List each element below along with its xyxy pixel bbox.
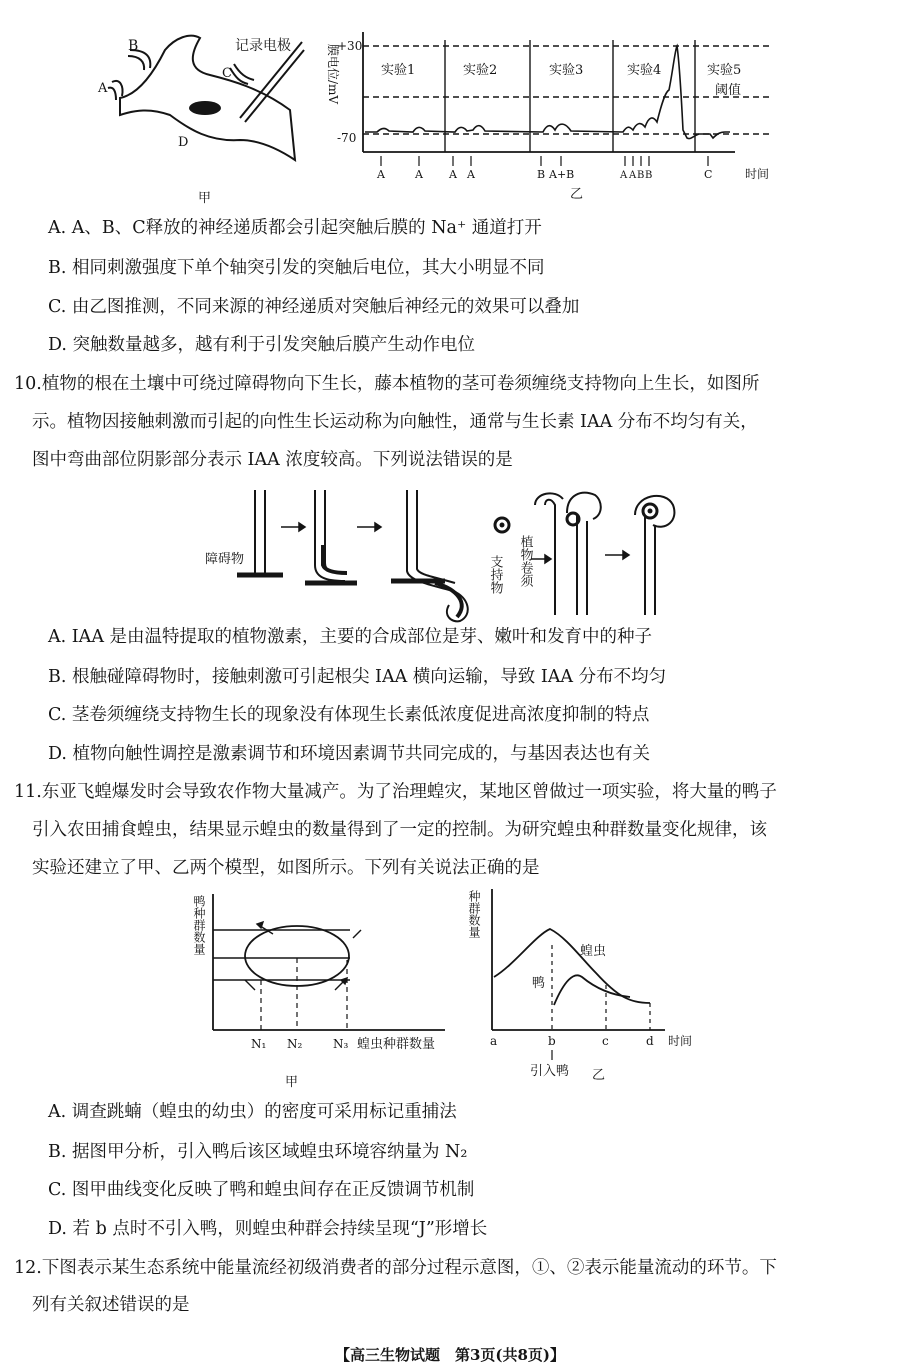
yi-caption: 乙	[592, 1068, 606, 1083]
stim-8: A	[629, 170, 637, 181]
obstacle-label: 障碍物	[205, 552, 245, 567]
jia-n1: N₁	[251, 1037, 267, 1051]
stim-9: B	[637, 170, 645, 181]
yi-x-label: 时间	[668, 1034, 693, 1048]
q11-option-a: A. 调查跳蝻（蝗虫的幼虫）的密度可采用标记重捕法	[48, 1102, 457, 1122]
y-axis-label: 膜电位/mV	[326, 44, 340, 105]
label-c: C	[222, 66, 232, 81]
yi-a: a	[490, 1034, 498, 1048]
yi-duck: 鸭	[532, 976, 546, 991]
segment-1: 实验1	[381, 63, 416, 78]
x-axis-label: 时间	[745, 167, 770, 181]
support-label: 支持物	[487, 555, 503, 594]
label-a: A	[98, 81, 108, 96]
q10-option-c: C. 茎卷须缠绕支持物生长的现象没有体现生长素低浓度促进高浓度抑制的特点	[48, 705, 650, 725]
q11-figure-yi	[467, 885, 730, 1095]
label-b: B	[128, 38, 139, 54]
q11-option-b: B. 据图甲分析，引入鸭后该区域蝗虫环境容纳量为 N₂	[48, 1142, 468, 1162]
stim-7: A	[620, 170, 628, 181]
yi-c: c	[602, 1034, 609, 1048]
q9-figure-jia	[90, 20, 310, 205]
q11-figure-jia	[185, 890, 460, 1090]
duck-curve	[554, 975, 630, 1005]
y-tick-bottom: -70	[337, 131, 357, 145]
q11-stem-line-3: 实验还建立了甲、乙两个模型，如图所示。下列有关说法正确的是	[32, 858, 540, 878]
threshold-label: 阈值	[715, 83, 742, 98]
yi-y-label: 种群数量	[467, 890, 481, 938]
q11-option-d: D. 若 b 点时不引入鸭，则蝗虫种群会持续呈现“J”形增长	[48, 1219, 488, 1239]
yi-b: b	[548, 1034, 556, 1048]
q10-stem-line-3: 图中弯曲部位阴影部分表示 IAA 浓度较高。下列说法错误的是	[32, 450, 513, 470]
q10-figure	[195, 485, 715, 635]
stim-11: C	[704, 168, 713, 181]
jia-y-label: 鸭种群数量	[192, 895, 206, 955]
segment-3: 实验3	[549, 63, 584, 78]
stim-5: B	[537, 168, 546, 181]
y-tick-top: +30	[337, 39, 363, 53]
caption-jia: 甲	[198, 191, 212, 206]
q10-stem-line-1: 10.植物的根在土壤中可绕过障碍物向下生长，藤本植物的茎可卷须缠绕支持物向上生长，如图所	[14, 374, 760, 394]
q9-option-a: A. A、B、C释放的神经递质都会引起突触后膜的 Na⁺ 通道打开	[48, 218, 542, 238]
locust-curve	[494, 929, 650, 1003]
yi-d: d	[646, 1034, 654, 1048]
stim-3: A	[449, 168, 457, 181]
q10-option-b: B. 根触碰障碍物时，接触刺激可引起根尖 IAA 横向运输，导致 IAA 分布不均匀	[48, 667, 667, 687]
q12-stem-line-2: 列有关叙述错误的是	[32, 1295, 190, 1315]
label-electrode: 记录电极	[235, 38, 291, 54]
jia-n3: N₃	[333, 1037, 349, 1051]
jia-n2: N₂	[287, 1037, 303, 1051]
label-d: D	[178, 135, 189, 150]
caption-yi: 乙	[570, 187, 584, 202]
q10-stem-line-2: 示。植物因接触刺激而引起的向性生长运动称为向触性，通常与生长素 IAA 分布不均匀有关，	[32, 412, 758, 432]
stim-10: B	[645, 170, 653, 181]
stim-4: A	[467, 168, 475, 181]
stim-1: A	[377, 168, 385, 181]
q9-figure-yi	[315, 30, 785, 208]
segment-2: 实验2	[463, 63, 498, 78]
q9-option-c: C. 由乙图推测，不同来源的神经递质对突触后神经元的效果可以叠加	[48, 297, 580, 317]
q11-stem-line-2: 引入农田捕食蝗虫，结果显示蝗虫的数量得到了一定的控制。为研究蝗虫种群数量变化规律，该	[32, 820, 767, 840]
segment-4: 实验4	[627, 63, 662, 78]
q12-stem-line-1: 12.下图表示某生态系统中能量流经初级消费者的部分过程示意图，①、②表示能量流动的环节。下	[14, 1258, 777, 1278]
tendril-label: 植物卷须	[517, 535, 533, 587]
yi-intro-duck: 引入鸭	[530, 1064, 570, 1079]
q10-option-d: D. 植物向触性调控是激素调节和环境因素调节共同完成的，与基因表达也有关	[48, 744, 651, 764]
q11-option-c: C. 图甲曲线变化反映了鸭和蝗虫间存在正反馈调节机制	[48, 1180, 475, 1200]
stim-2: A	[415, 168, 423, 181]
q11-stem-line-1: 11.东亚飞蝗爆发时会导致农作物大量减产。为了治理蝗灾，某地区曾做过一项实验，将大量的鸭子	[14, 782, 777, 802]
q10-option-a: A. IAA 是由温特提取的植物激素，主要的合成部位是芽、嫩叶和发育中的种子	[48, 627, 653, 647]
potential-trace	[365, 46, 730, 139]
page-footer: 【高三生物试题 第3页(共8页)】	[334, 1346, 566, 1364]
jia-caption: 甲	[285, 1075, 299, 1090]
cell-nucleus	[189, 101, 221, 115]
yi-locust: 蝗虫	[580, 944, 607, 959]
q9-option-d: D. 突触数量越多，越有利于引发突触后膜产生动作电位	[48, 335, 476, 355]
stim-6: A+B	[549, 168, 575, 181]
q9-option-b: B. 相同刺激强度下单个轴突引发的突触后电位，其大小明显不同	[48, 258, 545, 278]
segment-5: 实验5	[707, 63, 742, 78]
jia-x-label: 蝗虫种群数量	[357, 1037, 436, 1052]
